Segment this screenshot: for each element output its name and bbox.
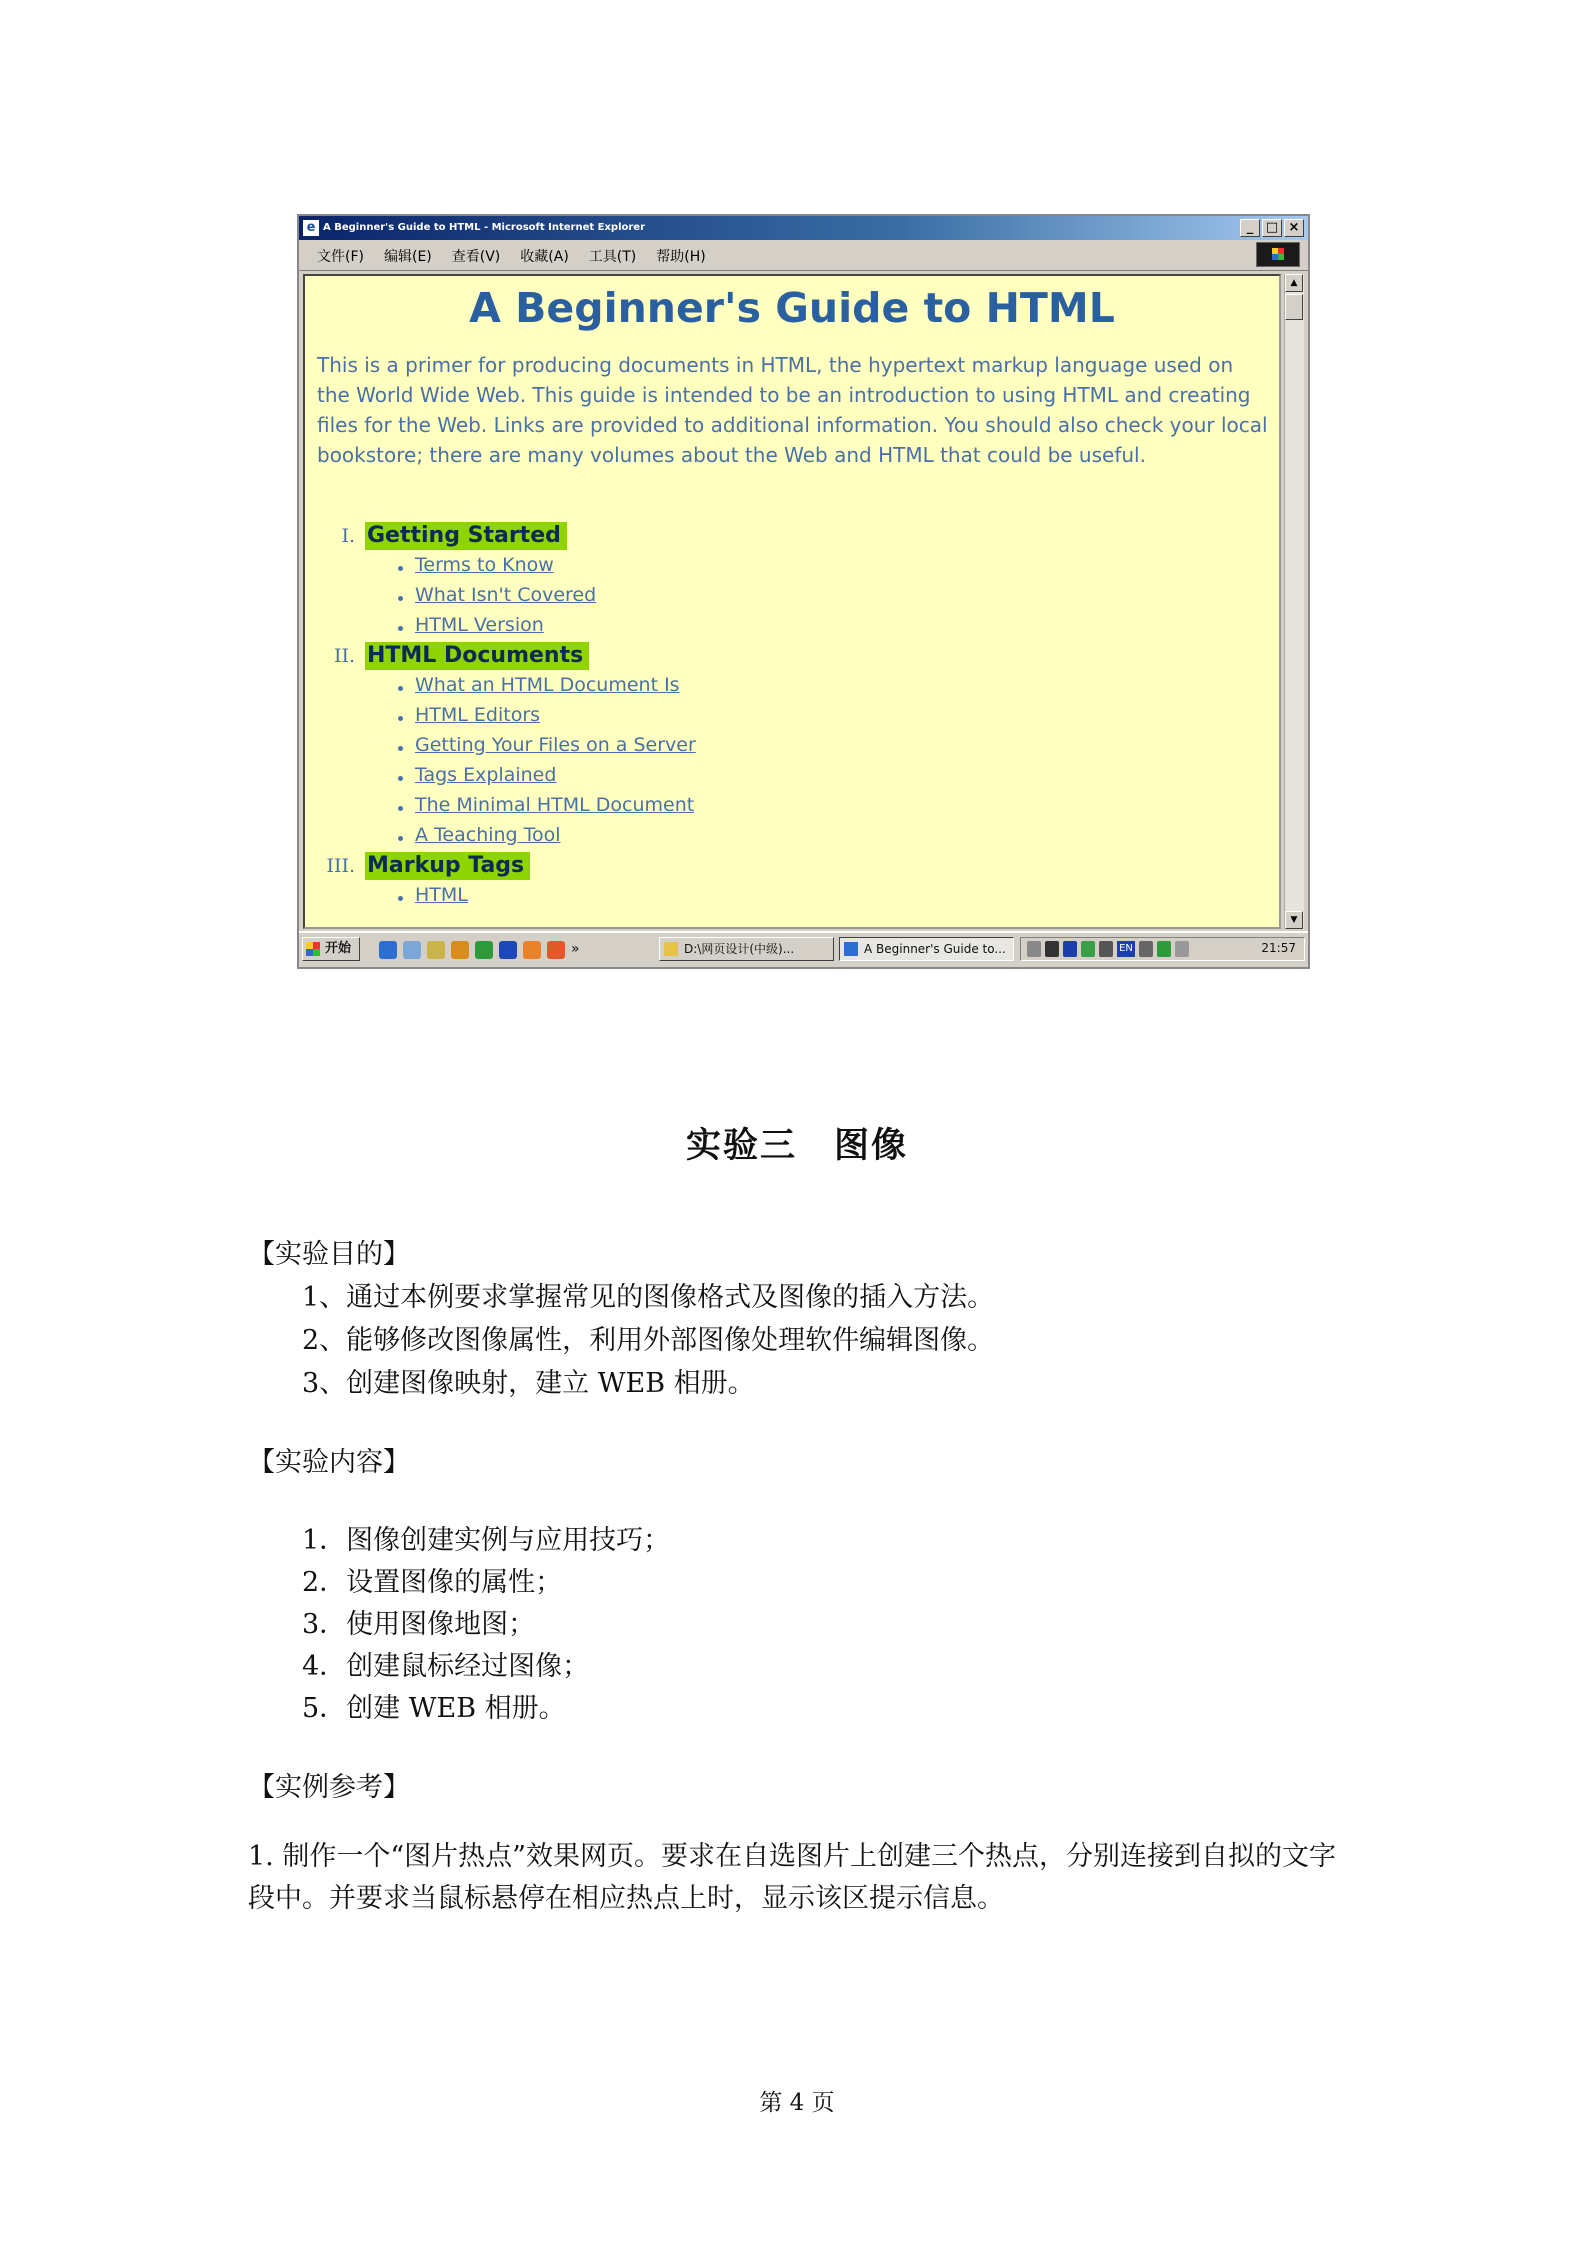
start-button[interactable] [302,937,360,961]
content-item: 1．图像创建实例与应用技巧； [302,1525,671,1556]
eye-icon[interactable] [499,941,517,959]
toc-section-link[interactable]: HTML Documents [365,642,589,670]
folder-icon [664,942,678,956]
player-icon[interactable] [547,941,565,959]
chevron-right-icon[interactable]: » [571,941,580,957]
reference-paragraph: 1. 制作一个“图片热点”效果网页。要求在自选图片上创建三个热点，分别连接到自拟的文字段中。并要求当鼠标悬停在相应热点上时，显示该区提示信息。 [248,1841,1336,1914]
task-folder-button[interactable] [659,937,834,961]
task-label: A Beginner's Guide to... [864,942,1006,956]
content-item: 3．使用图像地图； [302,1609,536,1640]
vertical-scrollbar[interactable] [1284,274,1304,929]
toc-link[interactable]: What an HTML Document Is [415,674,680,696]
maximize-button[interactable]: □ [1262,219,1282,237]
task-ie-button[interactable] [839,937,1014,961]
toc-link[interactable]: Getting Your Files on a Server [415,734,696,756]
close-button[interactable]: × [1284,219,1304,237]
toc-link[interactable]: Terms to Know [415,554,554,576]
quick-launch [379,941,580,959]
toc-link[interactable]: HTML Editors [415,704,541,726]
purpose-heading: 【实验目的】 [248,1239,410,1270]
title-bar [299,216,1308,240]
scroll-up-icon[interactable]: ▲ [1285,274,1303,292]
section-title: 实验三 图像 [685,1126,908,1166]
window-title: A Beginner's Guide to HTML - Microsoft Internet Explorer [323,222,646,233]
content-item: 4．创建鼠标经过图像； [302,1651,590,1682]
sync-icon[interactable] [1157,941,1171,957]
page-content [303,274,1281,929]
antivirus-icon[interactable] [1063,941,1077,957]
toc-link[interactable]: HTML Version [415,614,544,636]
ie-icon [844,942,858,956]
language-indicator[interactable]: EN [1117,941,1135,957]
table-of-contents [305,521,1279,911]
toc-section-link[interactable]: Getting Started [365,522,567,550]
content-heading: 【实验内容】 [248,1447,410,1478]
toc-link[interactable]: HTML [415,884,468,906]
network-icon[interactable] [1045,941,1059,957]
content-item: 2．设置图像的属性； [302,1567,563,1598]
update-icon[interactable] [1081,941,1095,957]
clock: 21:57 [1261,941,1296,955]
menu-file[interactable]: 文件(F) [317,249,364,265]
device-icon[interactable] [1175,941,1189,957]
menu-view[interactable]: 查看(V) [451,249,501,265]
printer-icon[interactable] [1139,941,1153,957]
toc-link[interactable]: The Minimal HTML Document [415,794,695,816]
volume-icon[interactable] [1027,941,1041,957]
ime-icon[interactable] [1099,941,1113,957]
menu-help[interactable]: 帮助(H) [656,249,706,265]
toc-number: I. [341,525,355,547]
taskbar [299,931,1308,967]
page-number: 第 4 页 [759,2090,835,2116]
minimize-button[interactable]: _ [1240,219,1260,237]
toc-section-link[interactable]: Markup Tags [365,852,530,880]
reference-heading: 【实例参考】 [248,1772,410,1803]
toc-number: III. [326,855,355,877]
scroll-thumb[interactable] [1285,294,1303,320]
toc-number: II. [333,645,355,667]
menu-tools[interactable]: 工具(T) [588,249,637,265]
purpose-item: 3、创建图像映射，建立 WEB 相册。 [302,1368,755,1399]
desktop-icon[interactable] [427,941,445,959]
purpose-item: 2、能够修改图像属性，利用外部图像处理软件编辑图像。 [302,1325,995,1356]
windows-throbber-icon [1256,242,1300,267]
scroll-down-icon[interactable]: ▼ [1285,911,1303,929]
windows-logo-icon [306,942,320,956]
outlook-icon[interactable] [403,941,421,959]
browser-window [297,214,1310,969]
arrow-up-icon[interactable] [475,941,493,959]
menu-edit[interactable]: 编辑(E) [383,249,432,265]
system-tray [1020,937,1305,961]
toc-link[interactable]: Tags Explained [415,764,557,786]
menu-favorites[interactable]: 收藏(A) [520,249,569,265]
ie-icon[interactable] [379,941,397,959]
guide-intro: This is a primer for producing documents in HTML, the hypertext markup language used on the World Wide Web. This guide is intended to be an introduction to using HTML and creating files for the Web. Links are provided to additional information. You should also check your local bookstore; there are many volumes about the Web and HTML that could be useful. [317,353,1268,467]
shield-icon[interactable] [451,941,469,959]
guide-title: A Beginner's Guide to HTML [469,284,1115,332]
ie-logo-icon: e [303,220,319,236]
purpose-item: 1、通过本例要求掌握常见的图像格式及图像的插入方法。 [302,1282,995,1313]
menu-bar [299,240,1308,271]
task-label: D:\网页设计(中级)... [684,942,795,956]
toc-link[interactable]: What Isn't Covered [415,584,597,606]
media-icon[interactable] [523,941,541,959]
start-label: 开始 [325,941,352,956]
toc-link[interactable]: A Teaching Tool [415,824,561,846]
content-item: 5．创建 WEB 相册。 [302,1693,566,1724]
